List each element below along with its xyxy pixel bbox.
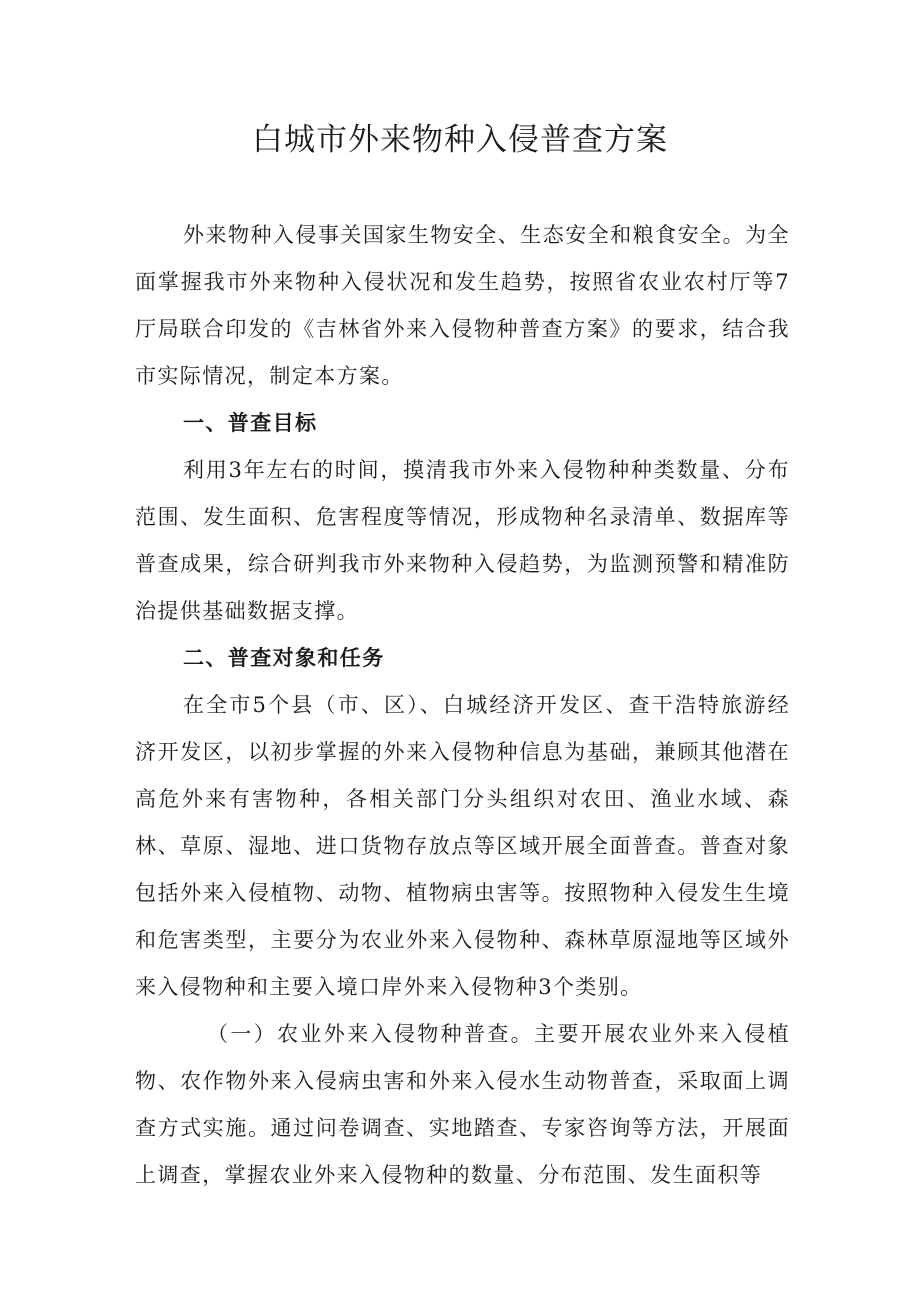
subsection-paragraph-agriculture: （一）农业外来入侵物种普查。主要开展农业外来入侵植物、农作物外来入侵病虫害和外来入侵水生动物普查，采取面上调查方式实施。通过问卷调查、实地踏查、专家咨询等方法，开展面上调查，掌握农业外来入侵物种的数量、分布范围、发生面积等: [135, 1022, 790, 1187]
section-paragraph-scope: 在全市5个县（市、区）、白城经济开发区、查干浩特旅游经济开发区，以初步掌握的外来入侵物种信息为基础，兼顾其他潜在高危外来有害物种，各相关部门分头组织对农田、渔业水域、森林、草原、湿地、进口货物存放点等区域开展全面普查。普查对象包括外来入侵植物、动物、植物病虫害等。按照物种入侵发生生境和危害类型，主要分为农业外来入侵物种、森林草原湿地等区域外来入侵物种和主要入境口岸外来入侵物种3个类别。: [135, 693, 790, 999]
intro-paragraph: 外来物种入侵事关国家生物安全、生态安全和粮食安全。为全面掌握我市外来物种入侵状况和发生趋势，按照省农业农村厅等7厅局联合印发的《吉林省外来入侵物种普查方案》的要求，结合我市实际情况，制定本方案。: [135, 223, 790, 388]
document-body: [135, 212, 790, 1199]
section-paragraph-goals: 利用3年左右的时间，摸清我市外来入侵物种种类数量、分布范围、发生面积、危害程度等情况，形成物种名录清单、数据库等普查成果，综合研判我市外来物种入侵趋势，为监测预警和精准防治提供基础数据支撑。: [135, 458, 790, 623]
section-heading-goals: 一、普查目标: [183, 411, 318, 435]
document-title: 白城市外来物种入侵普查方案: [252, 122, 668, 158]
section-heading-scope: 二、普查对象和任务: [183, 646, 385, 670]
